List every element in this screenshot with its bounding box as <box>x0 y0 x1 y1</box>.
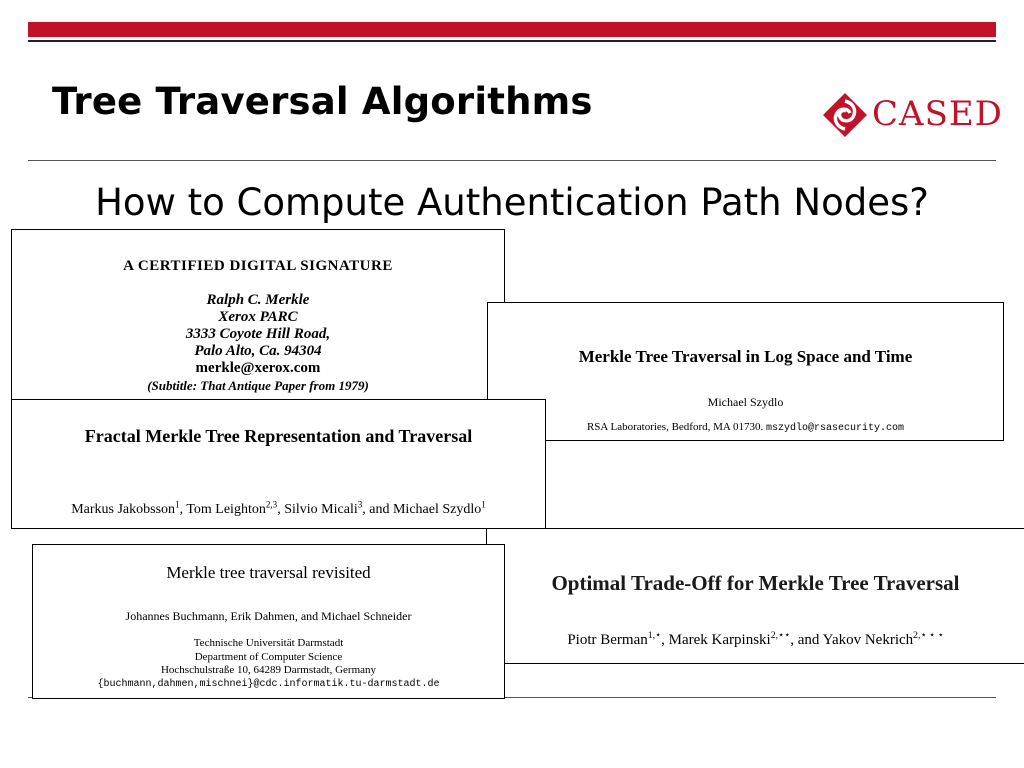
author-name: Piotr Berman <box>567 632 648 648</box>
paper-authors <box>12 499 545 518</box>
paper-fractal-merkle-tree <box>11 399 546 529</box>
author-affiliation <box>488 421 1003 434</box>
paper-title: Optimal Trade-Off for Merkle Tree Traversal <box>551 571 960 595</box>
author-sup: 1 <box>175 499 180 510</box>
paper-title: Fractal Merkle Tree Representation and Traversal <box>84 426 473 446</box>
header-accent-bar <box>28 22 996 37</box>
author-name: Yakov Nekrich <box>822 632 914 648</box>
author-sup: 1 <box>481 499 486 510</box>
affiliation-line2: Department of Computer Science <box>194 650 343 663</box>
logo-text: CASED <box>872 94 1003 134</box>
paper-title: Merkle Tree Traversal in Log Space and Time <box>578 347 913 366</box>
paper-title: A CERTIFIED DIGITAL SIGNATURE <box>123 258 393 274</box>
title-divider <box>28 160 996 161</box>
header-rule <box>28 40 996 42</box>
author-name: Silvio Micali <box>284 502 358 517</box>
author-sup: 3 <box>357 499 363 510</box>
paper-log-space-and-time <box>487 302 1004 441</box>
cased-logo <box>822 88 1002 144</box>
author-separator: , <box>277 502 285 517</box>
author-name: Markus Jakobsson <box>71 502 176 517</box>
author-name: Tom Leighton <box>186 502 266 517</box>
author-separator: , <box>661 632 669 648</box>
paper-title: Merkle tree traversal revisited <box>166 563 371 582</box>
slide-title: Tree Traversal Algorithms <box>52 80 593 123</box>
author-email: {buchmann,dahmen,mischnei}@cdc.informatik.tu-darmstadt.de <box>97 678 440 690</box>
paper-certified-digital-signature <box>11 229 505 401</box>
author-address-line1: 3333 Coyote Hill Road, <box>185 326 331 342</box>
author-affiliation <box>33 637 504 691</box>
author-separator: , and <box>790 632 823 648</box>
author-sup: 2,⋆⋆ <box>770 630 791 641</box>
author-name: Marek Karpinski <box>668 632 771 648</box>
author-sup: 2,3 <box>265 499 278 510</box>
slide-subtitle: How to Compute Authentication Path Nodes? <box>95 181 929 224</box>
author-sup: 1,⋆ <box>647 630 662 641</box>
author-email: mszydlo@rsasecurity.com <box>766 423 905 434</box>
paper-authors <box>487 632 1024 649</box>
author-email: merkle@xerox.com <box>195 360 321 376</box>
affiliation-line1: Technische Universität Darmstadt <box>193 637 344 649</box>
author-sup: 2,⋆ ⋆ ⋆ <box>913 630 944 641</box>
author-separator: , <box>179 502 187 517</box>
author-name: Michael Szydlo <box>392 502 482 517</box>
cased-logo-mark-icon <box>822 92 868 138</box>
paper-authors: Johannes Buchmann, Erik Dahmen, and Michael Schneider <box>125 609 412 623</box>
paper-author-block <box>12 292 504 394</box>
author-separator: , and <box>362 502 393 517</box>
affiliation-line3: Hochschulstraße 10, 64289 Darmstadt, Germany <box>160 664 377 676</box>
paper-merkle-traversal-revisited <box>32 544 505 699</box>
paper-subtitle: (Subtitle: That Antique Paper from 1979) <box>147 378 369 393</box>
author-address-line2: Palo Alto, Ca. 94304 <box>194 343 322 359</box>
author-org: Xerox PARC <box>218 309 298 325</box>
author-name: Ralph C. Merkle <box>206 292 310 308</box>
affiliation-text: RSA Laboratories, Bedford, MA 01730. <box>586 421 764 433</box>
paper-optimal-trade-off <box>486 528 1024 664</box>
author-name: Michael Szydlo <box>707 395 784 409</box>
